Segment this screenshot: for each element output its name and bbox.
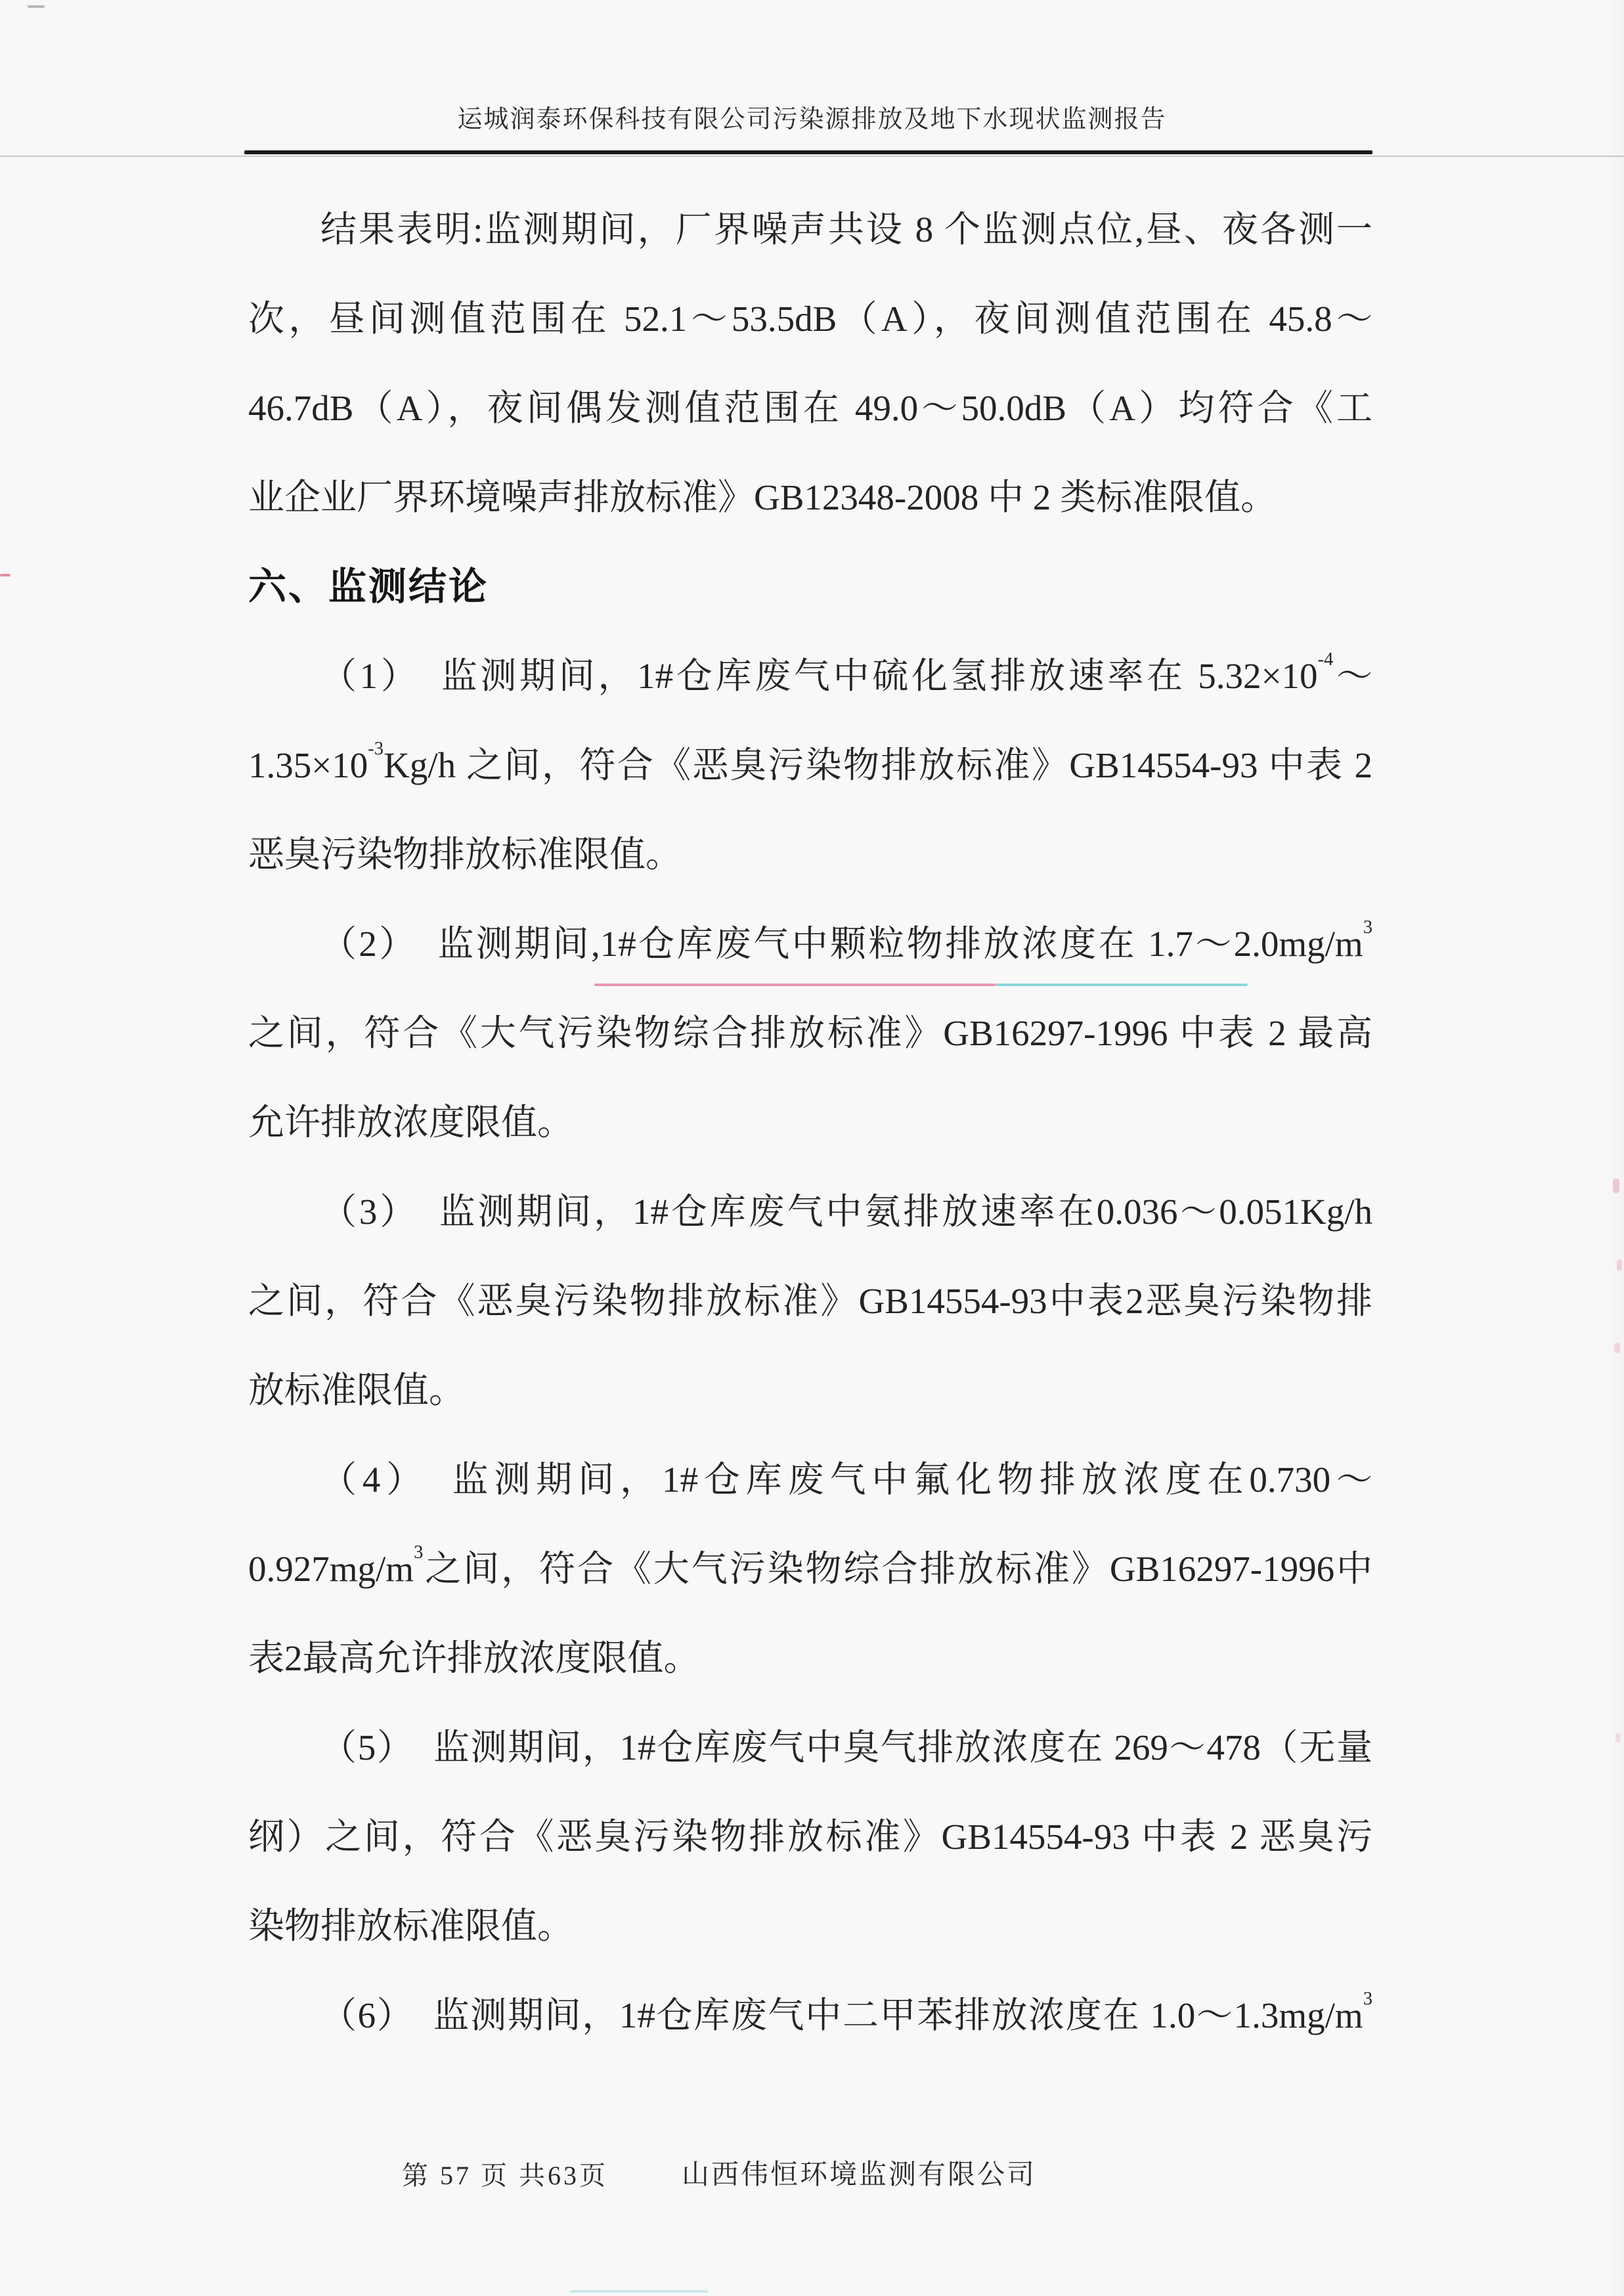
text-line — [248, 1346, 1372, 1435]
text-segment: 表2最高允许排放浓度限值。 — [248, 1638, 700, 1678]
text-segment: 之间，符合《大气污染物综合排放标准》GB16297-1996 中表 2 最高 — [248, 1013, 1372, 1053]
superscript: -3 — [368, 738, 384, 759]
text-line — [248, 989, 1372, 1078]
superscript: 3 — [1363, 917, 1372, 938]
text-segment: 结果表明:监测期间，厂界噪声共设 8 个监测点位,昼、夜各测一 — [320, 209, 1372, 249]
text-line — [248, 364, 1372, 453]
section-heading — [248, 542, 1372, 632]
text-segment: （3） 监测期间，1#仓库废气中氨排放速率在0.036～0.051Kg/h — [320, 1192, 1372, 1232]
text-line — [248, 1167, 1372, 1257]
text-segment: ～ — [1333, 656, 1372, 696]
text-segment: 放标准限值。 — [248, 1370, 466, 1410]
text-segment: 允许排放浓度限值。 — [248, 1102, 574, 1142]
text-line — [248, 1525, 1372, 1614]
scan-artifact-bottom-cyan-mark — [570, 2290, 708, 2293]
scan-artifact-right-edge-shade — [1602, 0, 1624, 2296]
text-line — [248, 1792, 1372, 1882]
text-segment: 次，昼间测值范围在 52.1～53.5dB（A），夜间测值范围在 45.8～ — [248, 299, 1372, 339]
text-line — [248, 1435, 1372, 1525]
text-segment: 之间，符合《大气污染物综合排放标准》GB16297-1996中 — [423, 1549, 1372, 1589]
text-line — [248, 1257, 1372, 1346]
text-segment: （1） 监测期间，1#仓库废气中硫化氢排放速率在 5.32×10 — [320, 656, 1318, 696]
text-segment: （6） 监测期间，1#仓库废气中二甲苯排放浓度在 1.0～1.3mg/m — [320, 1995, 1363, 2035]
document-body — [248, 185, 1372, 2060]
text-segment: （4） 监测期间，1#仓库废气中氟化物排放浓度在0.730～ — [320, 1460, 1372, 1500]
highlight-underline-cyan — [996, 984, 1248, 986]
text-segment: 0.927mg/m — [248, 1549, 414, 1589]
page-header-title: 运城润泰环保科技有限公司污染源排放及地下水现状监测报告 — [457, 106, 1167, 133]
text-segment: （2） 监测期间,1#仓库废气中颗粒物排放浓度在 1.7～2.0mg/m — [320, 924, 1363, 964]
text-segment: （5） 监测期间，1#仓库废气中臭气排放浓度在 269～478（无量 — [320, 1727, 1372, 1767]
text-segment: 六、监测结论 — [248, 565, 489, 608]
text-segment: 纲）之间，符合《恶臭污染物排放标准》GB14554-93 中表 2 恶臭污 — [248, 1817, 1372, 1857]
text-line — [248, 1703, 1372, 1792]
text-line — [248, 185, 1372, 274]
text-segment: 恶臭污染物排放标准限值。 — [248, 834, 682, 875]
footer-page-number: 第 57 页 共63页 — [402, 2161, 608, 2190]
header-rule — [244, 150, 1372, 154]
scan-artifact-top-left — [28, 5, 45, 8]
scan-artifact-left-red-mark — [0, 574, 11, 576]
text-segment: 染物排放标准限值。 — [248, 1906, 574, 1946]
text-line — [248, 632, 1372, 721]
text-segment: Kg/h 之间，符合《恶臭污染物排放标准》GB14554-93 中表 2 — [384, 745, 1372, 785]
text-line — [248, 810, 1372, 899]
text-segment: 之间，符合《恶臭污染物排放标准》GB14554-93中表2恶臭污染物排 — [248, 1281, 1372, 1321]
text-line — [248, 1882, 1372, 1971]
text-line — [248, 721, 1372, 810]
text-line — [248, 899, 1372, 989]
highlight-underline-pink — [594, 984, 996, 986]
text-segment: 1.35×10 — [248, 745, 368, 785]
superscript: 3 — [414, 1542, 424, 1563]
text-line — [248, 1614, 1372, 1703]
text-line — [248, 453, 1372, 542]
superscript: 3 — [1363, 1988, 1372, 2009]
header-rule-faint — [0, 156, 1624, 157]
footer-company-name: 山西伟恒环境监测有限公司 — [682, 2160, 1037, 2190]
text-segment: 业企业厂界环境噪声排放标准》GB12348-2008 中 2 类标准限值。 — [248, 477, 1277, 517]
text-segment: 46.7dB（A），夜间偶发测值范围在 49.0～50.0dB（A）均符合《工 — [248, 388, 1372, 428]
text-line — [248, 274, 1372, 364]
text-line — [248, 1078, 1372, 1167]
text-line — [248, 1971, 1372, 2060]
superscript: -4 — [1317, 649, 1334, 670]
